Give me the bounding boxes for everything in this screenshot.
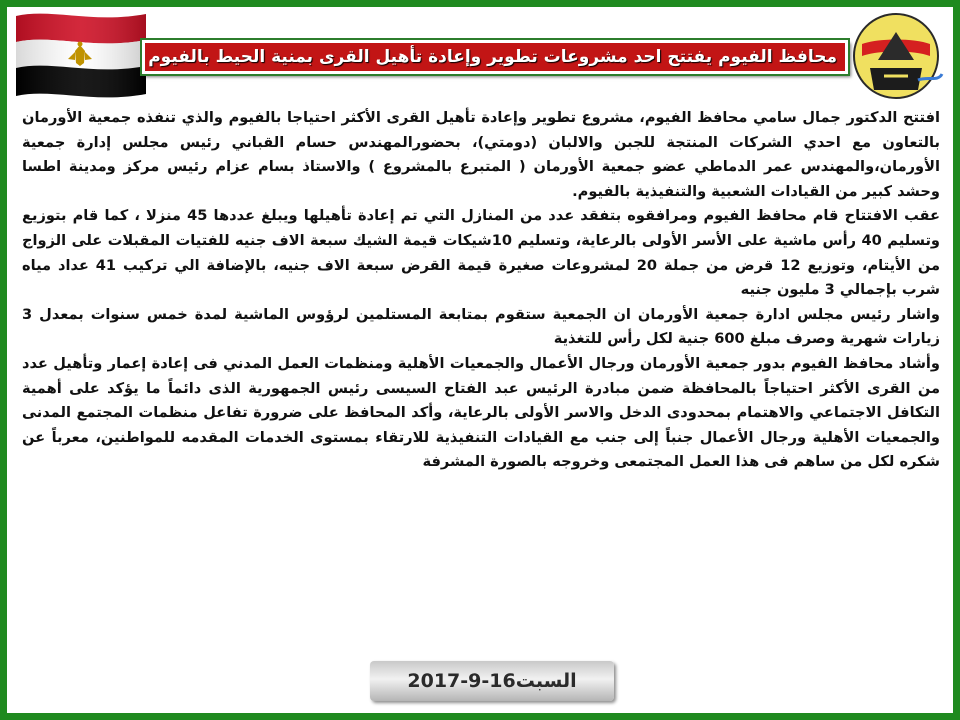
article-paragraph: واشار رئيس مجلس ادارة جمعية الأورمان ان الجمعية ستقوم بمتابعة المستلمين لرؤوس الماشية لمدة خمس سنوات بمعدل 3 زيارات شهرية وصرف مبلغ 600 جنية لكل رأس للتغذية (22, 305, 940, 348)
fayoum-governorate-logo-icon (848, 10, 944, 106)
headline-title: محافظ الفيوم يفتتح احد مشروعات تطوير وإعادة تأهيل القرى بمنية الحيط بالفيوم (148, 47, 837, 67)
date-badge (370, 661, 614, 701)
publish-date: السبت16-9-2017 (407, 670, 577, 692)
article-paragraph: وأشاد محافظ الفيوم بدور جمعية الأورمان ورجال الأعمال والجمعيات الأهلية ومنظمات العمل المدني فى إعادة إعمار وتأهيل عدد من القرى الأكثر احتياجاً بالمحافظة ضمن مبادرة الرئيس عبد الفتاح السيسى رئيس الجمهورية الذى دائماً ما يؤكد على أهمية التكافل الاجتماعي والاهتمام بمحدودى الدخل والاسر الأولى بالرعاية، وأكد المحافظ على ضرورة تفاعل منظمات المجتمع المدنى والجمعيات الأهلية ورجال الأعمال جنباً إلى جنب مع القيادات التنفيذية للارتقاء بمستوى الخدمات المقدمه للمواطنين، معرباً عن شكره لكل من ساهم فى هذا العمل المجتمعى وخروجه بالصورة المشرفة (22, 354, 940, 471)
article-body (22, 106, 940, 475)
article-paragraph: افتتح الدكتور جمال سامي محافظ الفيوم، مشروع تطوير وإعادة تأهيل القرى الأكثر احتياجا بالفيوم والذي تنفذه جمعية الأورمان بالتعاون مع احدي الشركات المنتجة للجبن والالبان (دومتي)، بحضورالمهندس حسام القباني رئيس مجلس إدارة جمعية الأورمان،والمهندس عمر الدماطي عضو جمعية الأورمان ( المتبرع بالمشروع ) والاستاذ بسام عزام رئيس مركز ومدينة اطسا وحشد كبير من القيادات الشعبية والتنفيذية بالفيوم. (22, 109, 940, 200)
article-paragraph: عقب الافتتاح قام محافظ الفيوم ومرافقوه بتفقد عدد من المنازل التي تم إعادة تأهيلها ويبلغ عددها 45 منزلا ، كما قام بتوزيع وتسليم 40 رأس ماشية على الأسر الأولى بالرعاية، وتسليم 10شيكات قيمة الشيك سبعة الاف جنيه للفتيات المقبلات على الزواج من الأيتام، وتوزيع 12 قرض من جملة 20 لمشروعات صغيرة قيمة القرض سبعة الاف جنيه، بالإضافة الي تركيب 41 عداد مياه شرب بإجمالي 3 مليون جنيه (22, 207, 941, 299)
headline-banner (142, 40, 848, 74)
egypt-flag-icon (12, 8, 150, 100)
